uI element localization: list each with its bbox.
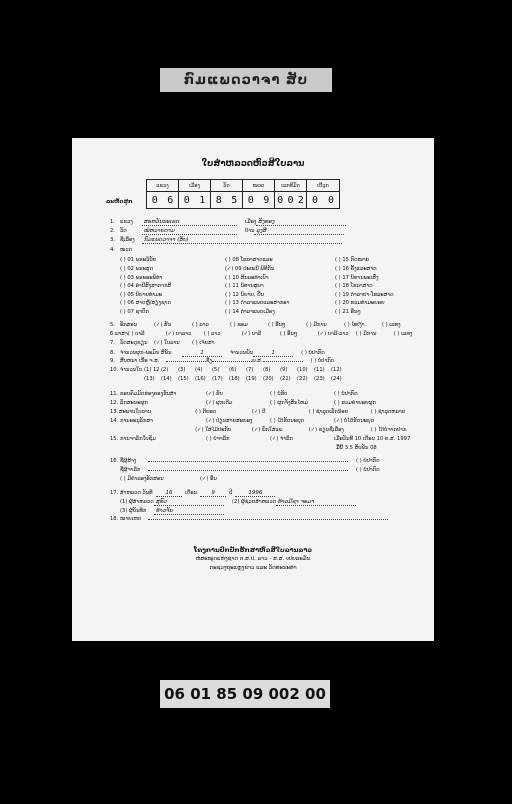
condition-option[interactable]: ( ) ໄດ້ບໍ່ຈາກປາກ	[370, 426, 407, 433]
code-value	[275, 192, 307, 208]
condition-option[interactable]: ( ) ຜູກຈັງສັນໄຫມ່	[270, 399, 308, 406]
leaf-count-cell: (24)	[331, 375, 342, 382]
code-digit: 0	[247, 194, 254, 206]
row-inscription-date-2: ມື້ນີ້ 3.5 ສັບພັນ 08	[336, 444, 377, 451]
condition-rows	[110, 392, 424, 446]
material-options	[154, 341, 224, 347]
condition-option[interactable]: (✓) ປ່ຽນສາຍສະຍອງ	[206, 417, 253, 424]
row-number: 11.	[110, 390, 119, 397]
code-digit: 0	[287, 194, 294, 206]
leaf-count-cell: (5)	[212, 366, 220, 373]
film-title-label: ກົມແພດວາຈາ ສັບ	[160, 68, 332, 92]
category-option[interactable]: ( ) 11 ນິທານສຸພາ	[225, 283, 264, 290]
row-material: 7. ວັດສະດຸຂຽນ (✓) ໃບລານ ( ) ເຈ້ຍສາ	[110, 341, 424, 350]
code-grid	[146, 179, 340, 209]
option-checkbox[interactable]: ( ) ອື່ນໆ	[279, 330, 298, 337]
leaf-count-cell: (2)	[161, 366, 169, 373]
row-creator: 16. ຊື່ຜູ້ສ້າງ ( ) ບໍ່ປາກົດ	[110, 457, 380, 464]
code-digit: 0	[311, 194, 319, 206]
condition-option[interactable]: ( ) ຮວມຄຳຍອຍຜູກ	[334, 399, 376, 406]
condition-option[interactable]: (✓) ດີ	[251, 408, 266, 415]
option-checkbox[interactable]: (✓) ບາລາວ	[165, 330, 192, 337]
leaf-count-cell: (10)	[297, 366, 308, 373]
condition-option[interactable]: ( ) ດີຍອດ	[195, 408, 217, 415]
leaf-count-cell: (15)	[178, 375, 189, 382]
row-number: 13.	[110, 408, 119, 415]
leaf-count-cell: (20)	[263, 375, 274, 382]
leaf-count-cell: (9)	[280, 366, 288, 373]
row-leaves: 10. ຈຳນວນໃບ (1) 12 (2) (3) (4) (5) (6) (7) (8) (9) (10) (11) (12)	[110, 368, 424, 377]
code-header: ໝວດ	[243, 180, 275, 192]
code-row	[106, 179, 424, 209]
row-label: ການຈາລຶກໃບຊັມ	[120, 435, 156, 442]
option-checkbox[interactable]: (✓) ບາລີ	[241, 330, 262, 337]
code-header: ເລກທີມັດ	[275, 180, 307, 192]
code-digit: 0	[277, 194, 284, 206]
script-options	[154, 323, 414, 329]
category-option[interactable]: ( ) 02 ພຣະສູດ	[120, 265, 154, 272]
option-checkbox[interactable]: (✓) ສັນ	[154, 321, 172, 328]
form-rows-3	[110, 446, 424, 526]
row-remarks: 18. ໝາຍເຫດ	[110, 517, 424, 526]
village-value: ລຸງສີ	[254, 228, 344, 235]
leaf-count-cell: (7)	[246, 366, 254, 373]
option-checkbox[interactable]: ( ) ມີການ	[355, 330, 377, 337]
option-checkbox[interactable]: (✓) ບາລີ-ລາວ	[317, 330, 349, 337]
code-digit: 5	[231, 194, 238, 206]
option-checkbox[interactable]: ( ) ອື່ນໆ	[268, 321, 286, 328]
row-script: 5. ອັກສອນ (✓) ສັນ ( ) ລາວ ( ) ຂອມ ( ) ອື່ນໆ ( ) ມີການ ( ) ໄທເງ້າ ( ) ເລທງ	[110, 323, 424, 332]
category-option[interactable]: ( ) 04 ອຳນີສົງສາກາກສີ	[120, 283, 172, 290]
code-digit: 2	[297, 194, 304, 206]
leaf-count-cell: (11)	[314, 366, 325, 373]
category-option[interactable]: ( ) 18 ໂຮລາສາດ	[335, 283, 373, 290]
code-header: ເບີ້ວຸກ	[307, 180, 339, 192]
code-digit: 0	[327, 194, 335, 206]
leaf-count-cell: (14)	[161, 375, 172, 382]
row-survey-date: 17. ສຳຫລວດ ວັນທີ 16 ເດືອນ 9 ປີ 1996	[110, 490, 424, 499]
code-digit: 9	[263, 194, 270, 206]
row-number: 12.	[110, 399, 119, 406]
condition-option[interactable]: ເມື່ອວັນທີ 10 ເດືອນ 10 ຄ.ສ. 1997	[334, 435, 411, 442]
leaf-count-cell: (17)	[212, 375, 223, 382]
category-option[interactable]: ( ) 15 ກົດໝາຍ	[335, 257, 370, 264]
category-option[interactable]: ( ) 05 ນິຍາຍທຳມະ	[120, 291, 163, 298]
category-option[interactable]: ( ) 20 ຮວມທຳມະຍອຍ	[335, 300, 385, 307]
leaf-count-cell: (6)	[229, 366, 237, 373]
option-checkbox[interactable]: ( ) ມີການ	[306, 321, 327, 328]
condition-row	[110, 392, 424, 401]
code-value	[179, 192, 211, 208]
condition-option[interactable]: ( ) ໄດ້ຮັດນະຍຸດ	[270, 417, 305, 424]
code-value	[211, 192, 243, 208]
district-value: ສັງທອງ	[256, 219, 346, 226]
row-label: ການອະນຸລັກສາ	[120, 417, 153, 424]
category-option[interactable]: ( ) 03 ພຣະອະພິທຳ	[120, 274, 163, 281]
condition-option[interactable]: ( ) ບໍ່ປາກົດ	[334, 390, 358, 397]
option-checkbox[interactable]: ( ) ລາວ	[192, 321, 209, 328]
leaf-count-cell: (21)	[280, 375, 291, 382]
option-checkbox[interactable]: (✓) ໃບລານ	[154, 339, 180, 346]
category-option[interactable]: (✓) 09 ປະເພນີ ພິທີກັນ	[225, 265, 275, 272]
condition-option[interactable]: (✓) ພັກໃສ່ແພ	[251, 426, 283, 433]
leaf-count-cell: (3)	[178, 366, 186, 373]
leaf-count-cell: (13)	[144, 375, 155, 382]
row-leaves-2	[110, 377, 424, 386]
row-label: ລັກສະນະຜູກ	[120, 399, 148, 406]
condition-option[interactable]: (✓) ບໍ່ໄດ້ຮັດນະຍຸດ	[334, 417, 375, 424]
row-number: 15.	[110, 435, 119, 442]
condition-option[interactable]: ( ) ຊຳລຸດຫລາຍ	[370, 408, 406, 415]
condition-row	[110, 410, 424, 419]
manuscript-title-value: ກົມແພດວາຈາ (ສັບ)	[142, 237, 342, 244]
code-header: ວັດ	[211, 180, 243, 192]
row-label: ຂອບຄົມມັດຮ່ອງຄອງຮັບສໍາ	[120, 390, 177, 397]
code-digit: 1	[199, 194, 206, 206]
condition-option[interactable]: (✓) ຈຳລຶກ	[270, 435, 293, 442]
row-colophon: ( ) ມີຄຳລອງອັກສອນ (✓) ອື່ນ	[120, 475, 217, 482]
form-rows-2	[110, 323, 424, 386]
row-title: 3. ຊື່ເລື່ອງ ກົມແພດວາຈາ (ສັບ)	[110, 237, 424, 246]
leaf-count-cell: (22)	[297, 375, 308, 382]
leaf-count-cell: (23)	[314, 375, 325, 382]
category-option[interactable]: ( ) 06 ສາດຫຼື/ສຽງຊາດ	[120, 300, 171, 307]
code-digit: 6	[167, 194, 174, 206]
form-rows	[110, 219, 424, 257]
category-option[interactable]: ( ) 01 ພຣະວິນັຍ	[120, 257, 157, 264]
category-option[interactable]: ( ) 17 ນິທານພະເສົ່ງ	[335, 274, 379, 281]
row-category: 4. ໝວດ	[110, 247, 133, 254]
condition-option[interactable]: (✓) ຮັບ	[206, 390, 223, 397]
code-header: ເມືອງ	[179, 180, 211, 192]
option-checkbox[interactable]: ( ) ເຈ້ຍສາ	[192, 339, 215, 346]
province-value: ສະຫວັນນະເຂດ	[142, 219, 237, 226]
row-province: 1. ແຂວງ ສະຫວັນນະເຂດ ເມືອງ ສັງທອງ	[110, 219, 424, 228]
row-fascicles: 8. ຈຳນວນຜູກ-ພະມົນ ສີ່ພັນ 1 ຈຳນວນພັນ 1 ( ) ບໍ່ປາກົດ	[110, 349, 325, 356]
option-checkbox[interactable]: ( ) ໄທເງ້າ	[344, 321, 365, 328]
leaf-count-cell: (4)	[195, 366, 203, 373]
form-title: ໃບສຳຫລວດຫົວສີໃບລານ	[201, 159, 305, 169]
row-recorder: (3) ຜູ້ບັນທຶກ ທ້າວຈັນ	[110, 508, 424, 517]
leaf-count-cell: (18)	[229, 375, 240, 382]
category-option[interactable]: ( ) 08 ໂຮລາສາດແລະ	[225, 257, 273, 264]
category-option[interactable]: ( ) 21 ອື່ນໆ	[335, 308, 361, 315]
survey-form	[72, 138, 434, 641]
option-checkbox[interactable]: ( ) ຂອມ	[230, 321, 248, 328]
option-checkbox[interactable]: ( ) ບາລີ	[127, 330, 145, 337]
code-digit: 0	[183, 194, 190, 206]
condition-option[interactable]: (✓) ໃສ່ໄມ້ປະກັບ	[195, 426, 232, 433]
category-option[interactable]: ( ) 14 ຕຳລາແພດເມືອງ	[225, 308, 275, 315]
code-value	[243, 192, 275, 208]
leaf-count-cell: (1) 12	[144, 366, 160, 373]
condition-option[interactable]: (✓) ຜູກເດີມ	[206, 399, 233, 406]
leaf-count-cell: (19)	[246, 375, 257, 382]
condition-option[interactable]: ( ) ຊຳລຸດເລັກນ້ອຍ	[308, 408, 349, 415]
category-option[interactable]: ( ) 13 ຕຳລາແພດແລະສາກອາ	[225, 300, 290, 307]
option-checkbox[interactable]: ( ) ເລທງ	[393, 330, 413, 337]
code-label: ລະຫັດສູກ	[106, 199, 133, 206]
film-number-label: 06 01 85 09 002 00	[160, 680, 330, 708]
code-digit: 0	[151, 194, 158, 206]
condition-option[interactable]: ( ) ບໍ່ຈາລຶກ	[206, 435, 230, 442]
leaf-count-cell: (12)	[331, 366, 342, 373]
row-scribe: ຊື່ຜູ້ຈາລຶກ ( ) ບໍ່ປາກົດ	[120, 466, 380, 473]
row-language: 6. ພາສາ ( ) ບາລີ (✓) ບາລາວ ( ) ລາວ (✓) ບາລີ ( ) ອື່ນໆ (✓) ບາລີ-ລາວ ( ) ມີການ ( ) ເລທງ	[110, 332, 424, 341]
category-option[interactable]: ( ) 07 ຊາດົກ	[120, 308, 149, 315]
condition-option[interactable]: (✓) ຂຽນຊື່ເລື່ອງ	[308, 426, 344, 433]
code-value	[147, 192, 179, 208]
form-footer: ໂຄງການປົກປັກຮັກສາຫົວສີໃບລານລາວ ຫໍສະໝຸດແຫ່ງຊາດ ຕ.ສ.ປ. ລາວ - ສ.ສ. ເຢຍລະມັນ ກະຊວງຖະແຫຼງຂ່າວ ແລະ ວັດທະນະທຳ	[193, 545, 312, 571]
row-temple: 2. ວັດ ໝໍ່ຫວາຍຕາມ ບ້ານ ລຸງສີ	[110, 228, 424, 237]
temple-value: ໝໍ່ຫວາຍຕາມ	[142, 228, 237, 235]
leaf-count-cell: (8)	[263, 366, 271, 373]
row-surveyor: (1) ຜູ້ສຳຫລວດ ສຸທົວ (2) ຜູ້ຊ່ວຍສຳຫລວດ ທ້າວມີຊາ ຈະມາ	[110, 499, 424, 508]
category-option[interactable]: ( ) 16 ຄັ້ງແລະສາດ	[335, 265, 377, 272]
code-digit: 8	[215, 194, 222, 206]
category-option[interactable]: ( ) 10 ສິນລະທຳເບົາ	[225, 274, 269, 281]
category-option[interactable]: ( ) 12 ນິຍາຍ, ປື້ນ	[225, 291, 264, 298]
option-checkbox[interactable]: ( ) ລາວ	[203, 330, 221, 337]
row-date: 9. ສືບຫນາ ເນື້ອ ຈ.ສ. ຊື່ງ ພ.ສ. ( ) ບໍ່ປາກົດ	[110, 357, 335, 364]
row-label: ສະພາບໃບລານ	[118, 408, 152, 415]
code-value	[307, 192, 339, 208]
category-options	[120, 258, 424, 318]
leaf-count-cell: (16)	[195, 375, 206, 382]
option-checkbox[interactable]: ( ) ເລທງ	[382, 321, 401, 328]
language-options	[128, 332, 426, 338]
row-number: 14.	[110, 417, 119, 424]
category-option[interactable]: ( ) 19 ຕຳລາຢາ-ໂຮລະສາດ	[335, 291, 394, 298]
condition-option[interactable]: ( ) ບໍ່ຮັບ	[270, 390, 288, 397]
code-header: ແຂວງ	[147, 180, 179, 192]
